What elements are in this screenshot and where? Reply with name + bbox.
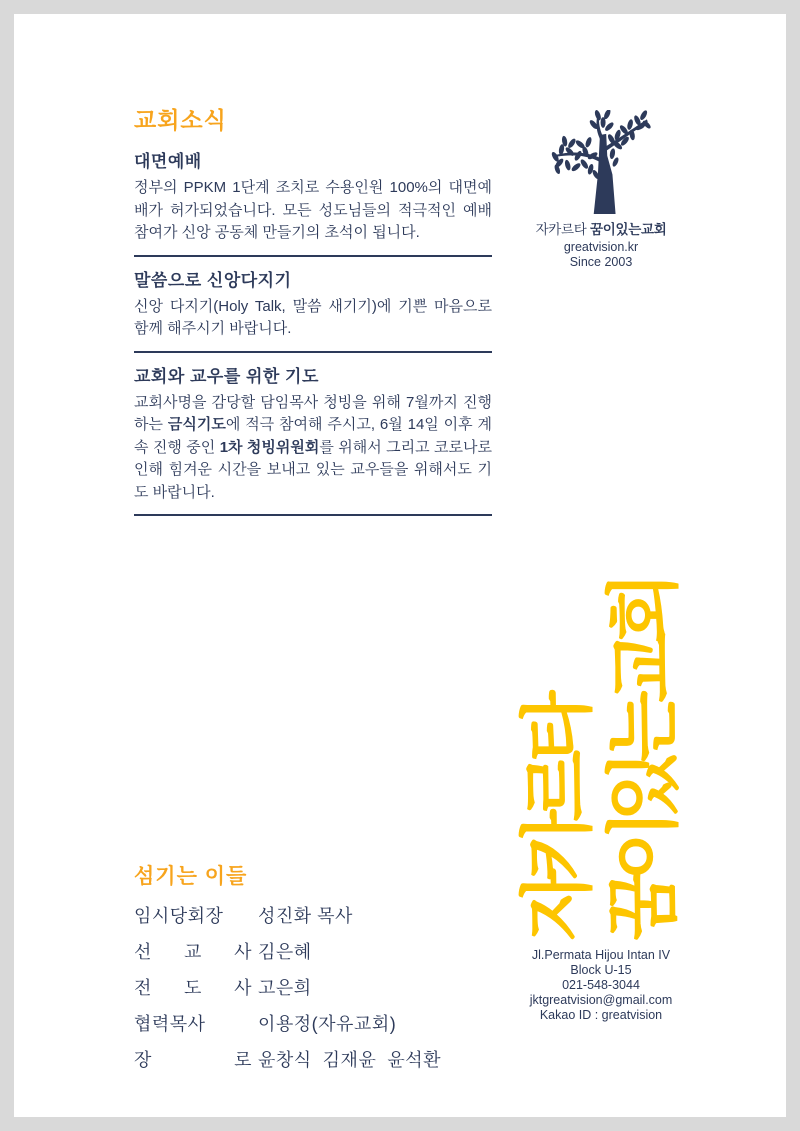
church-logo [520,110,682,269]
servant-role [134,1010,252,1036]
servant-role-char: 협력목사 [134,1014,206,1034]
section-divider [134,514,492,516]
bulletin-page [14,14,786,1117]
logo-name-church: 꿈이있는교회 [589,222,667,237]
servant-role-char: 전 [134,978,152,998]
servant-names: 성진화 목사 [258,906,353,926]
servant-names: 윤창식 김재윤 윤석환 [258,1050,441,1070]
vertical-church-name-banner [515,555,687,940]
church-news-section [134,102,492,525]
servant-role-char: 사 [234,978,252,998]
contact-line: Kakao ID : greatvision [539,1008,663,1022]
bold-text: 1차 청빙위원회 [219,438,320,456]
servant-role [134,938,252,964]
news-section-title: 말씀으로 신앙다지기 [134,270,292,290]
servant-names: 이용정(자유교회) [258,1014,397,1034]
servant-role-char: 교 [184,942,202,962]
news-section-body [134,177,492,245]
servants-list [134,902,504,1072]
servant-names: 고은희 [258,978,312,998]
servant-role-char: 로 [234,1050,252,1070]
servant-role-char: 임시당회장 [134,906,224,926]
servants-heading: 섬기는 이들 [134,865,248,888]
body-text: 신앙 다지기(Holy Talk, 말씀 새기기)에 기쁜 마음으로 함께 해주시기 바랍니다. [134,297,492,337]
contact-line: jktgreatvision@gmail.com [529,993,673,1007]
news-section-list [134,147,492,516]
servant-row [134,938,504,964]
logo-church-name [520,218,682,238]
banner-line-church: 꿈이있는교회 [602,583,685,940]
body-text: 정부의 PPKM 1단계 조치로 수용인원 100%의 대면예배가 허가되었습니다. 모든 성도님들의 적극적인 예배 참여가 신앙 공동체 만들기의 초석이 됩니다. [134,179,492,241]
servant-row [134,1010,504,1036]
servant-role [134,974,252,1000]
news-section-title: 대면예배 [134,152,202,171]
banner-line-city: 자카르타 [516,702,599,940]
servant-role [134,902,252,928]
section-divider [134,255,492,257]
section-divider [134,351,492,353]
logo-since: Since 2003 [569,255,633,269]
servant-role-char: 사 [234,942,252,962]
news-section-body [134,296,492,341]
contact-line: Block U-15 [570,963,632,977]
vertical-church-name-text [515,555,687,940]
contact-info [488,948,714,1023]
servant-row [134,1046,504,1072]
news-section-body [134,392,492,505]
news-section [134,362,492,517]
contact-line: 021-548-3044 [562,978,640,992]
body-text: 에 적극 참여해 주시고, 6월 14일 이후 계속 진행 중인 [134,416,492,456]
news-section-title: 교회와 교우를 위한 기도 [134,366,319,386]
tree-logo-icon [520,110,682,214]
servant-role-char: 선 [134,942,152,962]
servant-role [134,1046,252,1072]
contact-line: Jl.Permata Hijou Intan IV [531,948,671,962]
body-text: 교회사명을 감당할 담임목사 청빙을 위해 7월까지 진행하는 [134,393,492,433]
news-heading: 교회소식 [134,107,227,133]
news-section [134,147,492,257]
servant-row [134,902,504,928]
servant-role-char: 장 [134,1050,152,1070]
servants-section [134,860,504,1082]
servant-role-char: 도 [184,978,202,998]
logo-website: greatvision.kr [563,240,639,254]
news-section [134,266,492,353]
logo-name-city: 자카르타 [535,222,587,237]
servant-names: 김은혜 [258,942,312,962]
bold-text: 금식기도 [167,416,226,433]
servant-row [134,974,504,1000]
body-text: 를 위해서 그리고 코로나로 인해 힘겨운 시간을 보내고 있는 교우들을 위해서도 기도 바랍니다. [134,438,493,501]
